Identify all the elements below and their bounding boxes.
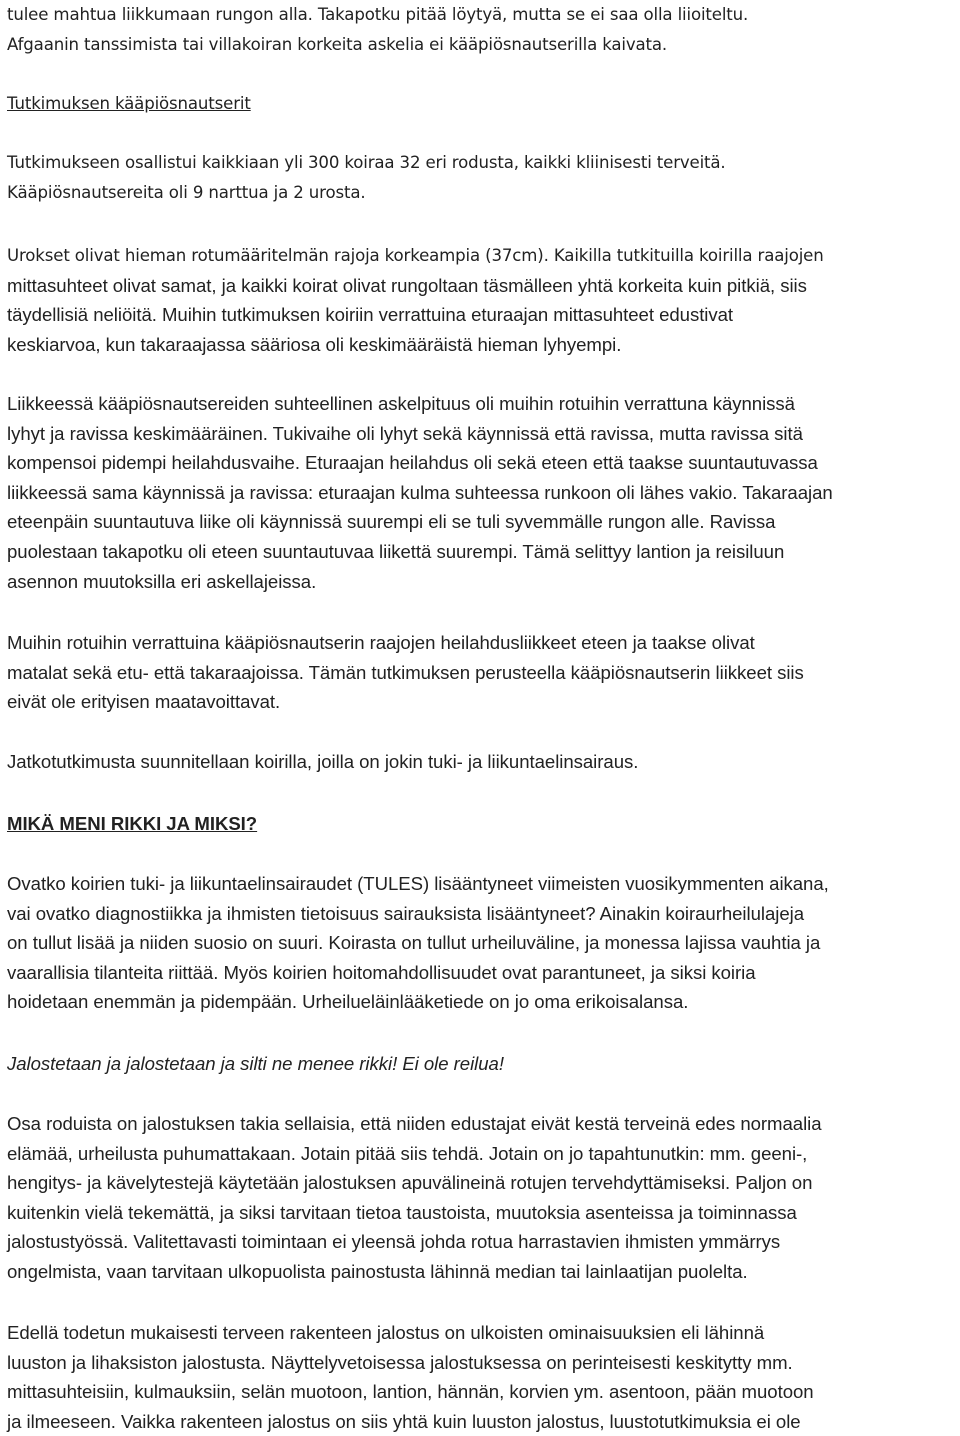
- text-line: vai ovatko diagnostiikka ja ihmisten tietoisuus sairauksista lisääntyneet? Ainakin koiraurheilulajeja: [7, 902, 804, 924]
- text-line: mittasuhteet olivat samat, ja kaikki koirat olivat rungoltaan täsmälleen yhtä korkeita kuin pitkiä, siis: [7, 274, 807, 296]
- text-line: vaarallisia tilanteita riittää. Myös koirien hoitomahdollisuudet ovat parantuneet, ja siksi koiria: [7, 961, 756, 983]
- text-line: Liikkeessä kääpiösnautsereiden suhteellinen askelpituus oli muihin rotuihin verrattuna käynnissä: [7, 393, 795, 414]
- text-line: asennon muutoksilla eri askellajeissa.: [7, 570, 317, 592]
- text-line: on tullut lisää ja niiden suosio on suuri. Koirasta on tullut urheiluväline, ja monessa lajissa vauhtia ja: [7, 932, 821, 954]
- text-line: elämää, urheilusta puhumattakaan. Jotain pitää siis tehdä. Jotain on jo tapahtunutkin: mm. geeni-,: [7, 1142, 808, 1164]
- text-line: matalat sekä etu- että takaraajoissa. Tämän tutkimuksen perusteella kääpiösnautserin liikkeet siis: [7, 661, 804, 683]
- text-line: jalostustyössä. Valitettavasti toimintaan ei yleensä johda rotua harrastavien ihmisten ymmärrys: [7, 1231, 781, 1253]
- text-line: puolestaan takapotku oli eteen suuntautuvaa liikettä suurempi. Tämä selittyy lantion ja reisiluun: [7, 540, 785, 562]
- text-line: hoidetaan enemmän ja pidempään. Urheilueläinlääketiede on jo oma erikoisalansa.: [7, 991, 689, 1013]
- italic-quote: Jalostetaan ja jalostetaan ja silti ne menee rikki! Ei ole reilua!: [7, 1053, 504, 1074]
- text-line: Kääpiösnautsereita oli 9 narttua ja 2 urosta.: [7, 182, 366, 202]
- text-line: Jatkotutkimusta suunnitellaan koirilla, joilla on jokin tuki- ja liikuntaelinsairaus.: [7, 751, 639, 772]
- study-paragraph-3: [7, 389, 957, 596]
- text-line: Muihin rotuihin verrattuina kääpiösnautserin raajojen heilahdusliikkeet eteen ja taakse olivat: [7, 632, 755, 653]
- text-line: mittasuhteisiin, kulmauksiin, selän muotoon, lantion, hännän, korvien ym. asentoon, pään muotoon: [7, 1381, 814, 1403]
- text-line: [7, 241, 957, 271]
- text-line: hengitys- ja kävelytestejä käytetään jalostuksen apuvälineinä rotujen tervehdyttämiseksi. Paljon on: [7, 1172, 813, 1194]
- text-line: ja ilmeeseen. Vaikka rakenteen jalostus on siis yhtä kuin luuston jalostus, luustotutkimuksia ei ole: [7, 1410, 801, 1432]
- text-line: luuston ja lihaksiston jalostusta. Näyttelyvetoisessa jalostuksessa on perinteisesti keskitytty mm.: [7, 1351, 793, 1373]
- text-line: kuitenkin vielä tekemättä, ja siksi tarvitaan tietoa taustoista, muutoksia asenteissa ja toiminnassa: [7, 1201, 797, 1223]
- broken-paragraph-2: [7, 1109, 957, 1287]
- text-line: lyhyt ja ravissa keskimääräinen. Tukivaihe oli lyhyt sekä käynnissä että ravissa, mutta ravissa sitä: [7, 422, 803, 444]
- text-line: Afgaanin tanssimista tai villakoiran korkeita askelia ei kääpiösnautserilla kaivata.: [7, 34, 668, 54]
- heading-study: Tutkimuksen kääpiösnautserit: [7, 94, 251, 113]
- text-line: tulee mahtua liikkumaan rungon alla. Takapotku pitää löytyä, mutta se ei saa olla liioiteltu.: [7, 5, 749, 24]
- study-paragraph-4: [7, 628, 957, 717]
- section-heading-broken: [7, 809, 957, 839]
- study-paragraph-2: [7, 241, 957, 359]
- text-line: eivät ole erityisen maatavoittavat.: [7, 691, 281, 713]
- text-line: täydellisiä neliöitä. Muihin tutkimuksen koiriin verrattuina eturaajan mittasuhteet edustivat: [7, 304, 734, 326]
- text-line: Osa roduista on jalostuksen takia sellaisia, että niiden edustajat eivät kestä terveinä edes normaalia: [7, 1113, 822, 1134]
- section-heading-study: [7, 89, 957, 119]
- text-line: ongelmista, vaan tarvitaan ulkopuolista painostusta lähinnä median tai lainlaatijan puolelta.: [7, 1260, 748, 1282]
- text-line: eteenpäin suuntautuva liike oli käynnissä suurempi eli se tuli syvemmälle rungon alle. Ravissa: [7, 511, 776, 533]
- intro-paragraph: [7, 0, 957, 59]
- broken-paragraph-1: [7, 869, 957, 1017]
- study-paragraph-5: [7, 747, 957, 777]
- text-line: Ovatko koirien tuki- ja liikuntaelinsairaudet (TULES) lisääntyneet viimeisten vuosikymmenten aikana,: [7, 873, 829, 894]
- heading-broken: MIKÄ MENI RIKKI JA MIKSI?: [7, 813, 258, 834]
- text-segment: Urokset olivat hieman rotumääritelmän rajoja korkeampia (37cm). Kaikilla tutkituilla koirilla raajojen: [7, 246, 824, 265]
- text-line: Edellä todetun mukaisesti terveen rakenteen jalostus on ulkoisten ominaisuuksien eli lähinnä: [7, 1322, 765, 1343]
- broken-paragraph-3: [7, 1318, 957, 1436]
- broken-italic-line: [7, 1049, 957, 1079]
- text-line: keskiarvoa, kun takaraajassa sääriosa oli keskimääräistä hieman lyhyempi.: [7, 333, 622, 355]
- text-line: kompensoi pidempi heilahdusvaihe. Eturaajan heilahdus oli sekä eteen että taakse suuntautuvassa: [7, 452, 818, 474]
- text-line: Tutkimukseen osallistui kaikkiaan yli 300 koiraa 32 eri rodusta, kaikki kliinisesti terveitä.: [7, 153, 726, 172]
- text-line: liikkeessä sama käynnissä ja ravissa: eturaajan kulma suhteessa runkoon oli lähes vakio. Takaraajan: [7, 481, 833, 503]
- study-paragraph-1: [7, 148, 957, 207]
